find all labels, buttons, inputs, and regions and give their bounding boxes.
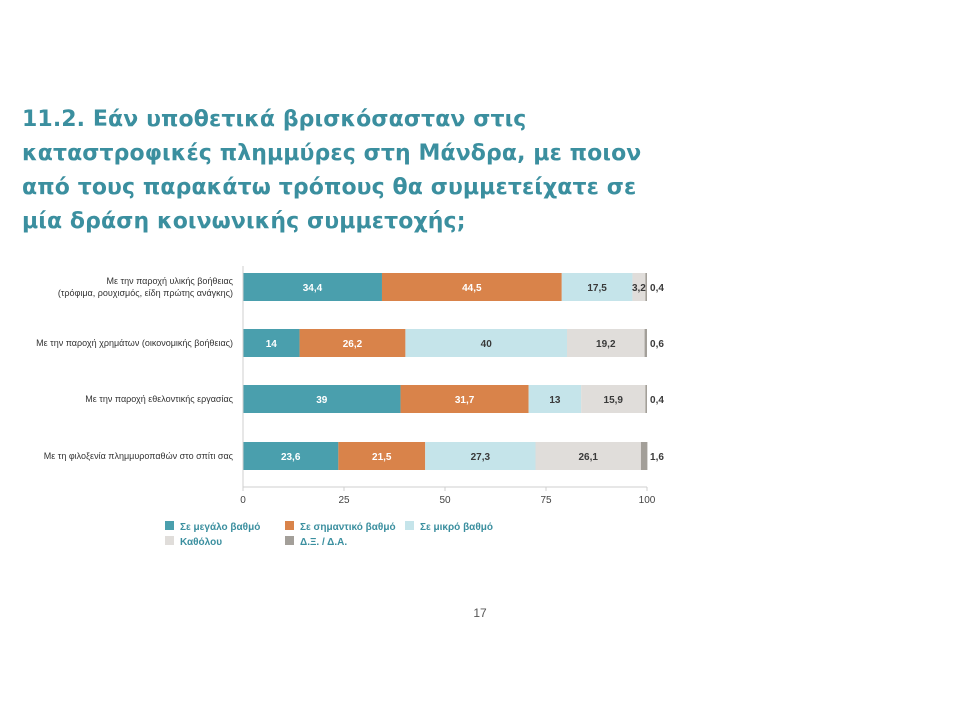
data-label: 26,1 bbox=[578, 452, 598, 463]
data-label: 1,6 bbox=[650, 452, 664, 463]
data-label: 0,4 bbox=[650, 283, 664, 294]
data-label: 26,2 bbox=[342, 339, 363, 350]
x-tick-label: 100 bbox=[638, 495, 656, 506]
category-label: Με τη φιλοξενία πλημμυροπαθών στο σπίτι σας bbox=[43, 451, 233, 461]
data-label: 44,5 bbox=[462, 283, 482, 294]
category-label: (τρόφιμα, ρουχισμός, είδη πρώτης ανάγκης) bbox=[57, 288, 233, 298]
data-label: 13 bbox=[549, 395, 561, 406]
x-tick-label: 25 bbox=[338, 495, 350, 506]
bar-segment bbox=[645, 329, 647, 357]
category-label: Με την παροχή υλικής βοήθειας bbox=[106, 276, 233, 286]
legend bbox=[165, 521, 493, 548]
data-label: 15,9 bbox=[603, 395, 624, 406]
data-label: 0,4 bbox=[650, 395, 664, 406]
data-label: 17,5 bbox=[587, 283, 607, 294]
legend-item bbox=[165, 536, 222, 548]
data-label: 31,7 bbox=[454, 395, 475, 406]
legend-swatch bbox=[165, 536, 174, 545]
x-tick-label: 0 bbox=[240, 495, 246, 506]
legend-item bbox=[285, 521, 396, 533]
legend-item bbox=[285, 536, 347, 548]
data-label: 19,2 bbox=[596, 339, 616, 350]
legend-swatch bbox=[285, 521, 294, 530]
page-number: 17 bbox=[473, 606, 487, 620]
legend-item bbox=[165, 521, 260, 533]
bar-segment bbox=[645, 385, 647, 413]
legend-label: Καθόλου bbox=[180, 537, 223, 548]
legend-swatch bbox=[165, 521, 174, 530]
bars-layer bbox=[243, 273, 664, 470]
data-label: 23,6 bbox=[280, 452, 301, 463]
page-title: 11.2. Εάν υποθετικά βρισκόσασταν στις καταστροφικές πλημμύρες στη Μάνδρα, με ποιον από τους παρακάτω τρόπους θα συμμετείχατε σε μία δράση κοινωνικής συμμετοχής; bbox=[22, 107, 642, 234]
data-label: 34,4 bbox=[302, 283, 323, 294]
legend-label: Δ.Ξ. / Δ.Α. bbox=[300, 537, 348, 548]
category-label: Με την παροχή χρημάτων (οικονομικής βοήθειας) bbox=[36, 338, 233, 348]
bar-segment bbox=[641, 442, 647, 470]
data-label: 0,6 bbox=[650, 339, 664, 350]
data-label: 27,3 bbox=[470, 452, 491, 463]
legend-swatch bbox=[405, 521, 414, 530]
legend-swatch bbox=[285, 536, 294, 545]
legend-label: Σε μικρό βαθμό bbox=[420, 522, 493, 533]
data-label: 3,2 bbox=[631, 283, 646, 294]
data-label: 40 bbox=[480, 339, 492, 350]
data-label: 39 bbox=[316, 395, 328, 406]
x-tick-label: 50 bbox=[439, 495, 451, 506]
data-label: 21,5 bbox=[372, 452, 392, 463]
legend-label: Σε μεγάλο βαθμό bbox=[180, 522, 261, 533]
bar-segment bbox=[645, 273, 647, 301]
category-label: Με την παροχή εθελοντικής εργασίας bbox=[85, 394, 233, 404]
legend-label: Σε σημαντικό βαθμό bbox=[300, 522, 396, 533]
x-tick-label: 75 bbox=[540, 495, 552, 506]
legend-item bbox=[405, 521, 493, 533]
category-labels bbox=[36, 276, 234, 461]
data-label: 14 bbox=[265, 339, 277, 350]
